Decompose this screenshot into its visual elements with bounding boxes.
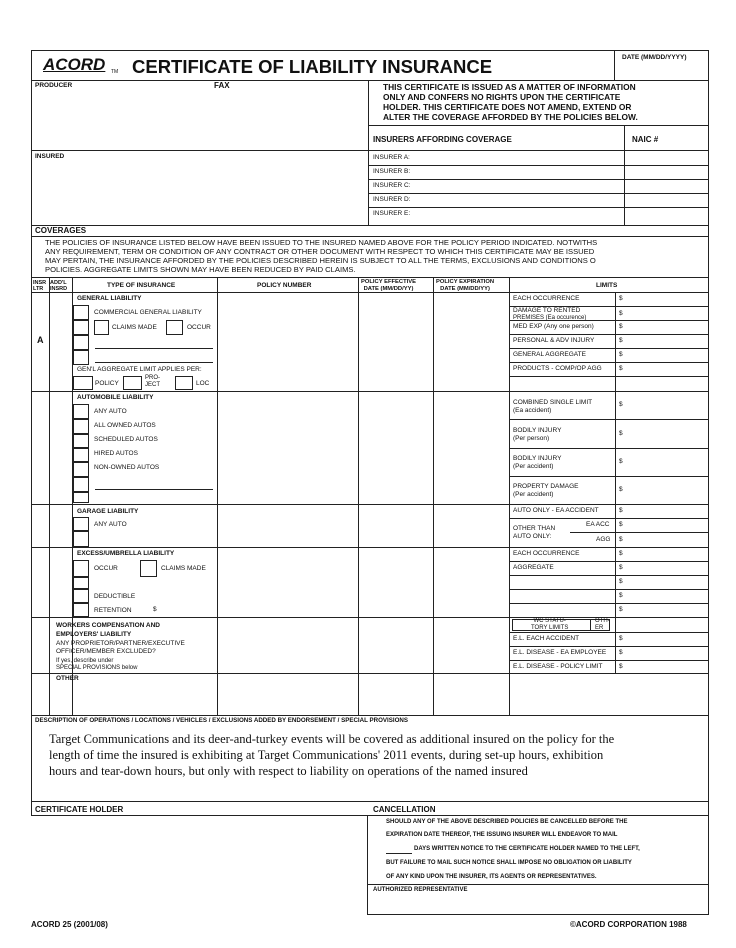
- auto-checkbox-3[interactable]: [73, 434, 89, 448]
- auto-checkbox-6[interactable]: [73, 477, 89, 492]
- coverages-heading: COVERAGES: [35, 226, 87, 235]
- dollar: $: [619, 521, 623, 528]
- notice-line-3: HOLDER. THIS CERTIFICATE DOES NOT AMEND, EXTEND OR: [383, 102, 632, 112]
- auto-checkbox-7[interactable]: [73, 492, 89, 503]
- insurer-c: INSURER C:: [373, 182, 411, 189]
- dollar: $: [619, 351, 623, 358]
- notice-line-1: THIS CERTIFICATE IS ISSUED AS A MATTER OF INFORMATION: [383, 82, 636, 92]
- gl-policy-label: POLICY: [95, 380, 119, 387]
- col-addl-insrd: ADD'L INSRD: [50, 280, 68, 292]
- certificate-holder-box: [31, 815, 368, 915]
- gl-project-label: PRO- JECT: [145, 375, 160, 388]
- umbrella-occur-checkbox[interactable]: [73, 560, 89, 577]
- gl-loc-label: LOC: [196, 380, 210, 387]
- auto-title: AUTOMOBILE LIABILITY: [77, 394, 154, 401]
- umbrella-each-occ: EACH OCCURRENCE: [513, 550, 580, 557]
- umbrella-title: EXCESS/UMBRELLA LIABILITY: [77, 550, 175, 557]
- naic-label: NAIC #: [632, 135, 659, 144]
- workers-describe: If yes, describe under SPECIAL PROVISIONS below: [56, 658, 138, 671]
- cancellation-line-5: OF ANY KIND UPON THE INSURER, ITS AGENTS OR REPRESENTATIVES.: [386, 874, 597, 880]
- dollar: $: [619, 550, 623, 557]
- dollar: $: [619, 295, 623, 302]
- authorized-representative: AUTHORIZED REPRESENTATIVE: [373, 887, 468, 893]
- dollar: $: [619, 606, 623, 613]
- umbrella-claims-checkbox[interactable]: [140, 560, 157, 577]
- footer-form-id: ACORD 25 (2001/08): [31, 920, 108, 929]
- workers-title: WORKERS COMPENSATION AND EMPLOYERS' LIABILITY: [56, 622, 160, 638]
- description-label: DESCRIPTION OF OPERATIONS / LOCATIONS / VEHICLES / EXCLUSIONS ADDED BY ENDORSEMENT / SPECIAL PROVISIONS: [35, 717, 409, 724]
- insurer-e: INSURER E:: [373, 210, 411, 217]
- dollar: $: [619, 430, 623, 437]
- el-disease-policy: E.L. DISEASE - POLICY LIMIT: [513, 663, 603, 670]
- col-insr-ltr: INSR LTR: [33, 280, 47, 292]
- col-policy-number: POLICY NUMBER: [257, 282, 312, 289]
- auto-all-owned: ALL OWNED AUTOS: [94, 422, 156, 429]
- gl-general-aggregate: GENERAL AGGREGATE: [513, 351, 586, 358]
- garage-auto-only: AUTO ONLY - EA ACCIDENT: [513, 507, 599, 514]
- dollar: $: [619, 564, 623, 571]
- dollar: $: [619, 401, 623, 408]
- dollar: $: [619, 458, 623, 465]
- gl-occur-label: OCCUR: [187, 324, 211, 331]
- insurer-d: INSURER D:: [373, 196, 411, 203]
- umbrella-occur: OCCUR: [94, 565, 118, 572]
- dollar: $: [619, 337, 623, 344]
- dollar: $: [619, 536, 623, 543]
- auto-checkbox-2[interactable]: [73, 419, 89, 434]
- cancellation-line-4: BUT FAILURE TO MAIL SUCH NOTICE SHALL IMPOSE NO OBLIGATION OR LIABILITY: [386, 860, 632, 866]
- umbrella-retention-dollar: $: [153, 606, 157, 613]
- dollar: $: [619, 507, 623, 514]
- coverages-text-4: POLICIES. AGGREGATE LIMITS SHOWN MAY HAVE BEEN REDUCED BY PAID CLAIMS.: [45, 265, 356, 274]
- el-each-accident: E.L. EACH ACCIDENT: [513, 635, 580, 642]
- gl-med-exp: MED EXP (Any one person): [513, 323, 594, 330]
- auto-bi-person: BODILY INJURY (Per person): [513, 427, 562, 442]
- description-line-3: hours and tear-down hours, but only with respect to liability on operations of the named insured: [49, 764, 528, 778]
- garage-other-than: OTHER THAN AUTO ONLY:: [513, 525, 556, 540]
- coverages-text-1: THE POLICIES OF INSURANCE LISTED BELOW HAVE BEEN ISSUED TO THE INSURED NAMED ABOVE FOR THE POLICY PERIOD INDICATED. NOTWITHS: [45, 238, 598, 247]
- gl-policy-checkbox[interactable]: [73, 376, 93, 390]
- auto-bi-accident: BODILY INJURY (Per accident): [513, 455, 562, 470]
- umbrella-retention: RETENTION: [94, 607, 132, 614]
- wc-other: OTH- ER: [595, 618, 610, 631]
- auto-checkbox-4[interactable]: [73, 448, 89, 462]
- auto-non-owned: NON-OWNED AUTOS: [94, 464, 160, 471]
- umbrella-deductible-checkbox[interactable]: [73, 589, 89, 603]
- dollar: $: [619, 486, 623, 493]
- auto-csl: COMBINED SINGLE LIMIT (Ea accident): [513, 399, 593, 414]
- dollar: $: [619, 663, 623, 670]
- gl-commercial-label: COMMERCIAL GENERAL LIABILITY: [94, 309, 202, 316]
- insurer-a: INSURER A:: [373, 154, 410, 161]
- other-title: OTHER: [56, 675, 79, 682]
- garage-checkbox-1[interactable]: [73, 517, 89, 531]
- gl-occur-checkbox[interactable]: [166, 320, 183, 335]
- auto-pd: PROPERTY DAMAGE (Per accident): [513, 483, 579, 498]
- insurers-heading: INSURERS AFFORDING COVERAGE: [373, 135, 512, 144]
- dollar: $: [619, 649, 623, 656]
- col-expiration: POLICY EXPIRATION DATE (MM/DD/YY): [436, 279, 495, 292]
- auto-checkbox-5[interactable]: [73, 462, 89, 477]
- workers-proprietor: ANY PROPRIETOR/PARTNER/EXECUTIVE OFFICER/MEMBER EXCLUDED?: [56, 640, 185, 655]
- certificate-holder-label: CERTIFICATE HOLDER: [35, 805, 124, 814]
- garage-agg: AGG: [596, 536, 611, 543]
- garage-checkbox-2[interactable]: [73, 531, 89, 547]
- date-label: DATE (MM/DD/YYYY): [622, 54, 687, 61]
- auto-hired: HIRED AUTOS: [94, 450, 138, 457]
- dollar: $: [619, 578, 623, 585]
- fax-label: FAX: [214, 81, 230, 90]
- gl-personal-adv: PERSONAL & ADV INJURY: [513, 337, 595, 344]
- auto-scheduled: SCHEDULED AUTOS: [94, 436, 158, 443]
- producer-label: PRODUCER: [35, 82, 73, 89]
- description-line-2: length of time the insured is exhibiting at Target Communications' 2011 events, during set-up hours, exhibition: [49, 748, 604, 762]
- col-type: TYPE OF INSURANCE: [107, 282, 176, 289]
- garage-ea-acc: EA ACC: [586, 521, 610, 528]
- gl-products-comp: PRODUCTS - COMP/OP AGG: [513, 365, 602, 372]
- umbrella-aggregate: AGGREGATE: [513, 564, 554, 571]
- cancellation-line-1: SHOULD ANY OF THE ABOVE DESCRIBED POLICIES BE CANCELLED BEFORE THE: [386, 819, 628, 825]
- auto-any-auto: ANY AUTO: [94, 408, 127, 415]
- notice-line-2: ONLY AND CONFERS NO RIGHTS UPON THE CERTIFICATE: [383, 92, 621, 102]
- garage-title: GARAGE LIABILITY: [77, 508, 139, 515]
- gl-damage-rented: DAMAGE TO RENTED: [513, 307, 581, 314]
- gl-each-occurrence: EACH OCCURRENCE: [513, 295, 580, 302]
- gl-claims-made-label: CLAIMS MADE: [112, 324, 157, 331]
- dollar: $: [619, 310, 623, 317]
- description-line-1: Target Communications and its deer-and-turkey events will be covered as additional insured on the policy for the: [49, 732, 615, 746]
- cancellation-line-2: EXPIRATION DATE THEREOF, THE ISSUING INSURER WILL ENDEAVOR TO MAIL: [386, 832, 618, 838]
- insured-label: INSURED: [35, 153, 65, 160]
- el-disease-employee: E.L. DISEASE - EA EMPLOYEE: [513, 649, 607, 656]
- logo-tm: TM: [111, 69, 119, 75]
- coverages-text-3: MAY PERTAIN, THE INSURANCE AFFORDED BY THE POLICIES DESCRIBED HEREIN IS SUBJECT TO ALL THE TERMS, EXCLUSIONS AND CONDITIONS O: [45, 256, 596, 265]
- cancellation-label: CANCELLATION: [373, 805, 436, 814]
- gl-row3-checkbox[interactable]: [73, 335, 89, 350]
- insurer-letter-a: A: [37, 335, 44, 345]
- gl-title: GENERAL LIABILITY: [77, 295, 142, 302]
- umbrella-checkbox-3[interactable]: [73, 577, 89, 589]
- umbrella-retention-checkbox[interactable]: [73, 603, 89, 617]
- gl-row4-checkbox[interactable]: [73, 350, 89, 365]
- dollar: $: [619, 635, 623, 642]
- footer-copyright: ©ACORD CORPORATION 1988: [570, 920, 687, 929]
- umbrella-claims-made: CLAIMS MADE: [161, 565, 206, 572]
- gl-claims-made-checkbox[interactable]: [94, 320, 109, 335]
- insurer-b: INSURER B:: [373, 168, 411, 175]
- notice-line-4: ALTER THE COVERAGE AFFORDED BY THE POLICIES BELOW.: [383, 112, 638, 122]
- gl-row2-checkbox[interactable]: [73, 320, 89, 335]
- dollar: $: [619, 323, 623, 330]
- col-effective: POLICY EFFECTIVE DATE (MM/DD/YY): [361, 279, 416, 292]
- acord-logo: [33, 52, 119, 76]
- wc-statutory: WC STATU- TORY LIMITS: [531, 618, 569, 631]
- coverages-text-2: ANY REQUIREMENT, TERM OR CONDITION OF ANY CONTRACT OR OTHER DOCUMENT WITH RESPECT TO WHICH THIS CERTIFICATE MAY BE ISSUED: [45, 247, 595, 256]
- logo-text: ACORD: [43, 55, 106, 74]
- form-title: CERTIFICATE OF LIABILITY INSURANCE: [132, 56, 493, 77]
- gl-loc-checkbox[interactable]: [175, 376, 193, 390]
- gl-aggregate-applies: GEN'L AGGREGATE LIMIT APPLIES PER:: [77, 366, 202, 373]
- garage-any-auto: ANY AUTO: [94, 521, 127, 528]
- gl-project-checkbox[interactable]: [123, 376, 142, 390]
- gl-premises: PREMISES (Ea occurence): [513, 315, 587, 321]
- dollar: $: [619, 365, 623, 372]
- umbrella-deductible: DEDUCTIBLE: [94, 593, 136, 600]
- dollar: $: [619, 592, 623, 599]
- auto-checkbox-1[interactable]: [73, 404, 89, 419]
- col-limits: LIMITS: [596, 282, 618, 289]
- cancellation-line-3: DAYS WRITTEN NOTICE TO THE CERTIFICATE HOLDER NAMED TO THE LEFT,: [414, 846, 640, 852]
- gl-commercial-checkbox[interactable]: [73, 305, 89, 320]
